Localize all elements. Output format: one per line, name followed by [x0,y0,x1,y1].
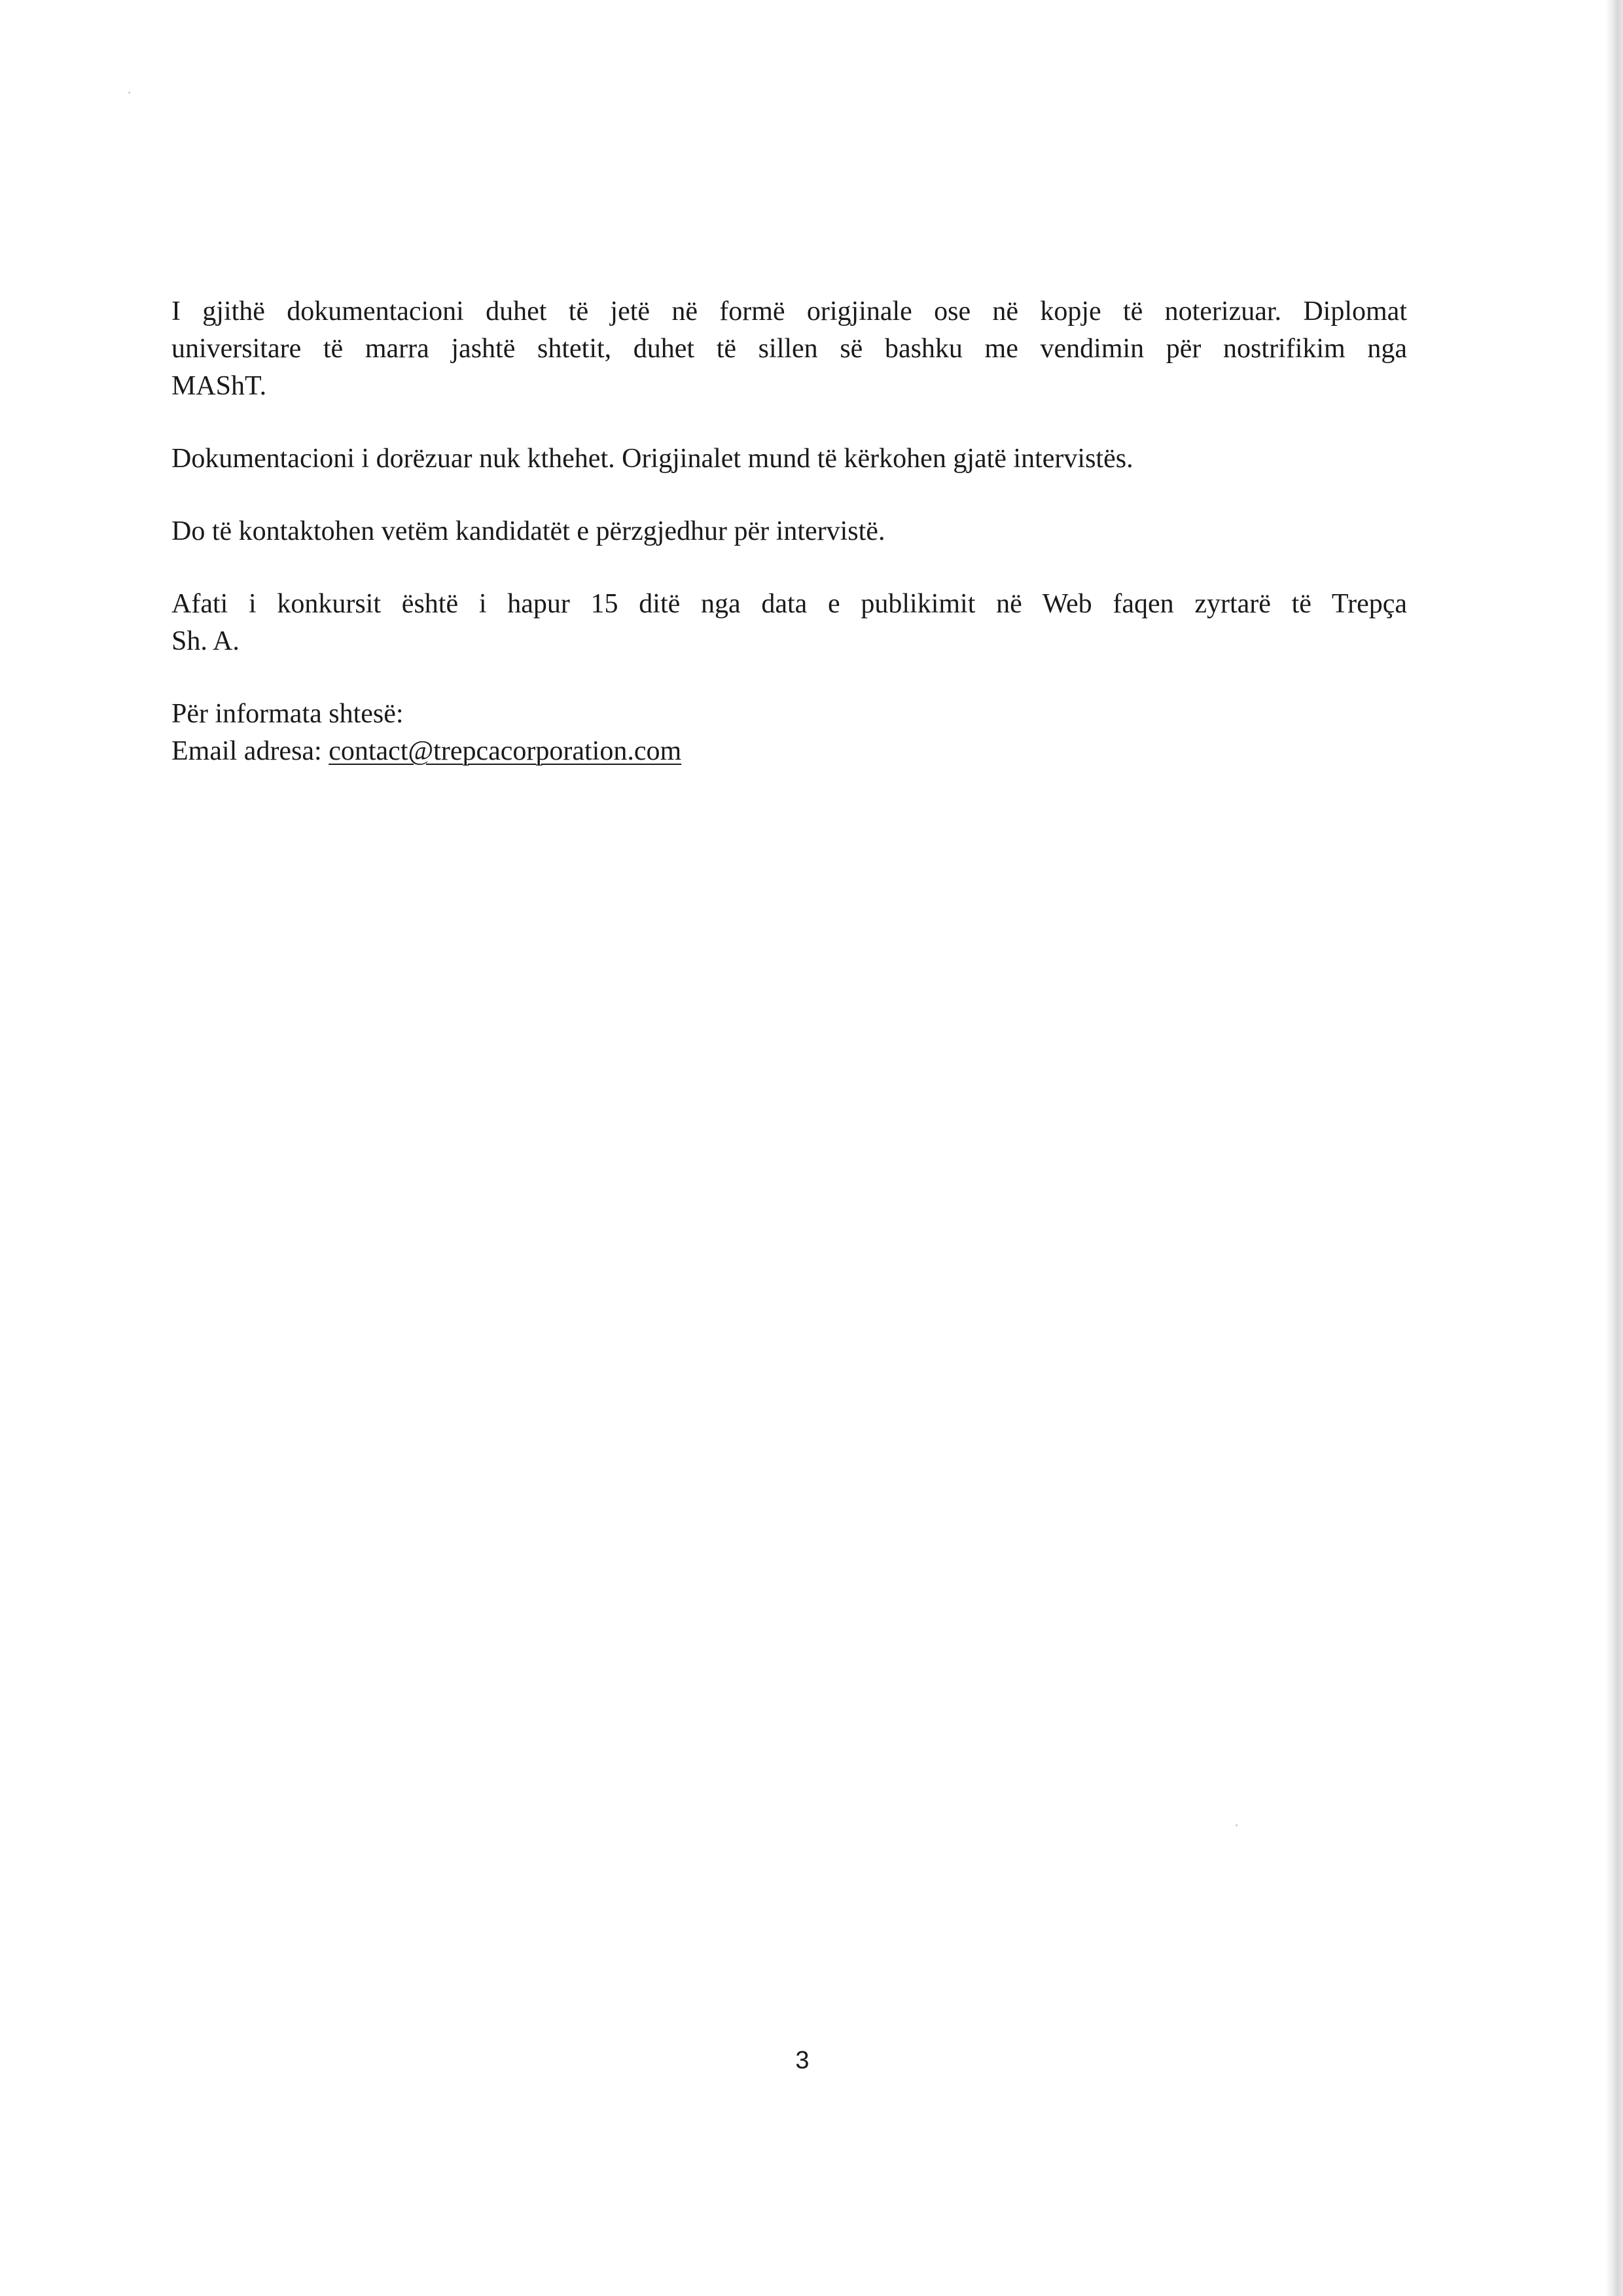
scan-edge-shadow [1605,0,1623,2296]
page-number: 3 [795,2047,810,2074]
scan-speck [128,92,130,94]
paragraph-deadline [171,586,1407,660]
email-label: Email adresa: [171,736,329,766]
contact-heading: Për informata shtesë: [171,699,404,729]
text-line: MAShT. [171,371,267,401]
paragraph-documentation-not-returned [171,440,1407,478]
paragraph-interview-contact [171,513,1407,550]
document-body [171,293,1407,805]
text-line: I gjithë dokumentacioni duhet të jetë në formë origjinale ose në kopje të noterizuar. Diplomat [171,296,1407,327]
scan-speck [1236,1824,1238,1826]
text-line: Sh. A. [171,626,240,656]
text-line: Afati i konkursit është i hapur 15 ditë nga data e publikimit në Web faqen zyrtarë të Trepça [171,589,1407,619]
text-line: universitare të marra jashtë shtetit, duhet të sillen së bashku me vendimin për nostrifikim nga [171,334,1407,364]
paragraph-documentation-requirements [171,293,1407,405]
text-line: Dokumentacioni i dorëzuar nuk kthehet. Origjinalet mund të kërkohen gjatë intervistës. [171,444,1133,474]
text-line: Do të kontaktohen vetëm kandidatët e përzgjedhur për intervistë. [171,516,885,546]
contact-info [171,696,1407,770]
contact-email-line [171,733,1407,770]
email-link[interactable]: contact@trepcacorporation.com [329,736,682,766]
